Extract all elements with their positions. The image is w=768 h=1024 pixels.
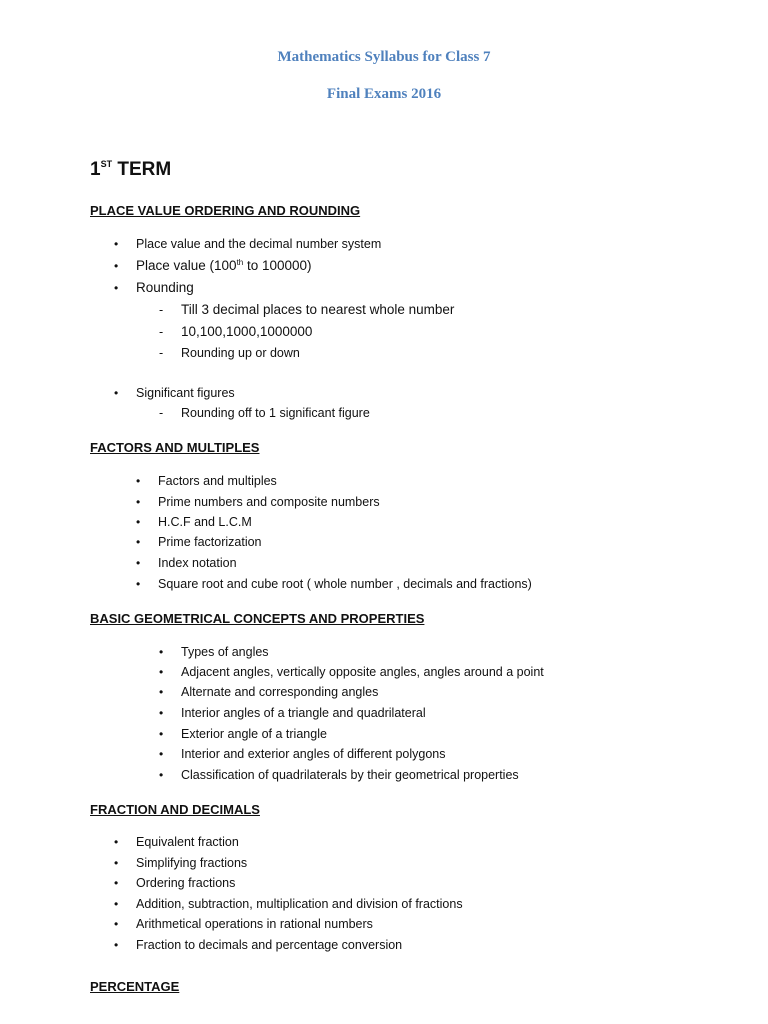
bullet-icon: • — [114, 856, 119, 870]
bullet-icon: • — [159, 727, 164, 741]
bullet-icon: • — [136, 535, 141, 549]
bullet-icon: • — [114, 259, 119, 273]
sub-list-item: Rounding up or down — [181, 346, 300, 360]
dash-icon: - — [159, 406, 164, 420]
bullet-icon: • — [114, 876, 119, 890]
list-item: Index notation — [158, 556, 237, 570]
sub-list-item: 10,100,1000,1000000 — [181, 324, 313, 339]
list-item-text: Place value (100 — [136, 258, 237, 273]
list-item: Interior and exterior angles of different polygons — [181, 747, 446, 761]
bullet-icon: • — [159, 645, 164, 659]
list-item-text: to 100000) — [243, 258, 312, 273]
list-item: Addition, subtraction, multiplication and division of fractions — [136, 897, 463, 911]
section-heading-geometry: BASIC GEOMETRICAL CONCEPTS AND PROPERTIES — [90, 611, 425, 626]
bullet-icon: • — [136, 515, 141, 529]
bullet-icon: • — [159, 747, 164, 761]
dash-icon: - — [159, 346, 164, 360]
bullet-icon: • — [159, 768, 164, 782]
document-title: Mathematics Syllabus for Class 7 — [277, 49, 491, 65]
list-item: Factors and multiples — [158, 474, 277, 488]
list-item: Significant figures — [136, 386, 235, 400]
bullet-icon: • — [136, 556, 141, 570]
section-heading-percentage: PERCENTAGE — [90, 979, 180, 994]
list-item: Prime factorization — [158, 535, 262, 549]
list-item: H.C.F and L.C.M — [158, 515, 252, 529]
list-item: Adjacent angles, vertically opposite angles, angles around a point — [181, 665, 544, 679]
bullet-icon: • — [136, 577, 141, 591]
section-heading-factors: FACTORS AND MULTIPLES — [90, 440, 260, 455]
term-suffix: ST — [100, 159, 113, 169]
bullet-icon: • — [114, 917, 119, 931]
list-item: Interior angles of a triangle and quadrilateral — [181, 706, 426, 720]
section-heading-fractions: FRACTION AND DECIMALS — [90, 802, 260, 817]
bullet-icon: • — [159, 685, 164, 699]
sub-list-item: Till 3 decimal places to nearest whole number — [181, 302, 455, 317]
list-item: Prime numbers and composite numbers — [158, 495, 380, 509]
bullet-icon: • — [114, 386, 119, 400]
term-heading — [90, 159, 171, 181]
document-subtitle: Final Exams 2016 — [326, 86, 442, 102]
ordinal-suffix: th — [236, 258, 244, 267]
dash-icon: - — [159, 303, 164, 317]
section-heading-place-value: PLACE VALUE ORDERING AND ROUNDING — [90, 203, 361, 218]
sub-list-item: Rounding off to 1 significant figure — [181, 406, 370, 420]
list-item: Rounding — [136, 280, 194, 295]
dash-icon: - — [159, 325, 164, 339]
list-item: Place value and the decimal number system — [136, 237, 382, 251]
bullet-icon: • — [114, 938, 119, 952]
bullet-icon: • — [136, 474, 141, 488]
bullet-icon: • — [159, 706, 164, 720]
bullet-icon: • — [114, 237, 119, 251]
bullet-icon: • — [114, 897, 119, 911]
bullet-icon: • — [114, 835, 119, 849]
list-item: Exterior angle of a triangle — [181, 727, 327, 741]
list-item: Alternate and corresponding angles — [181, 685, 379, 699]
list-item: Arithmetical operations in rational numbers — [136, 917, 373, 931]
term-number: 1 — [90, 159, 101, 180]
bullet-icon: • — [114, 281, 119, 295]
list-item: Classification of quadrilaterals by their geometrical properties — [181, 768, 519, 782]
list-item: Types of angles — [181, 645, 269, 659]
term-word: TERM — [117, 159, 172, 180]
list-item: Fraction to decimals and percentage conversion — [136, 938, 403, 952]
bullet-icon: • — [136, 495, 141, 509]
list-item — [136, 258, 312, 273]
list-item: Square root and cube root ( whole number , decimals and fractions) — [158, 577, 532, 591]
bullet-icon: • — [159, 665, 164, 679]
list-item: Simplifying fractions — [136, 856, 248, 870]
list-item: Ordering fractions — [136, 876, 236, 890]
list-item: Equivalent fraction — [136, 835, 239, 849]
